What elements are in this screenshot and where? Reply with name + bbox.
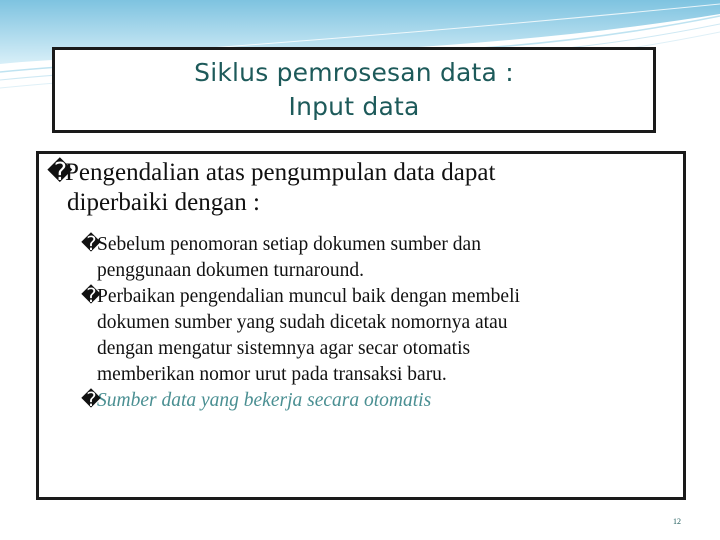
bullet-marker-icon: �: [47, 159, 73, 186]
sub-bullet-item: [81, 284, 681, 388]
main-bullet-line-1: Pengendalian atas pengumpulan data dapat: [65, 159, 496, 186]
sub-bullet-line: Sebelum penomoran setiap dokumen sumber dan: [97, 234, 481, 255]
sub-bullet-line: dengan mengatur sistemnya agar secar otomatis: [97, 338, 471, 359]
bullet-marker-icon: �: [81, 286, 101, 307]
bullet-marker-icon: �: [81, 390, 101, 411]
main-bullet-line-2: diperbaiki dengan :: [67, 189, 260, 216]
sub-bullet-line: Sumber data yang bekerja secara otomatis: [97, 390, 432, 411]
sub-bullet-line: penggunaan dokumen turnaround.: [97, 260, 364, 281]
content-box: [36, 151, 686, 500]
sub-bullet-list: [81, 232, 681, 414]
sub-bullet-line: dokumen sumber yang sudah dicetak nomornya atau: [97, 312, 508, 333]
page-number: 12: [673, 517, 681, 526]
sub-bullet-item: [81, 232, 681, 284]
main-bullet: [47, 158, 677, 218]
bullet-marker-icon: �: [81, 234, 101, 255]
sub-bullet-item: [81, 388, 681, 414]
slide-title-line-2: Input data: [288, 92, 420, 121]
slide-title-line-1: Siklus pemrosesan data :: [194, 58, 514, 87]
sub-bullet-line: Perbaikan pengendalian muncul baik dengan membeli: [97, 286, 520, 307]
sub-bullet-line: memberikan nomor urut pada transaksi baru.: [97, 364, 447, 385]
slide-title-box: [52, 47, 656, 133]
